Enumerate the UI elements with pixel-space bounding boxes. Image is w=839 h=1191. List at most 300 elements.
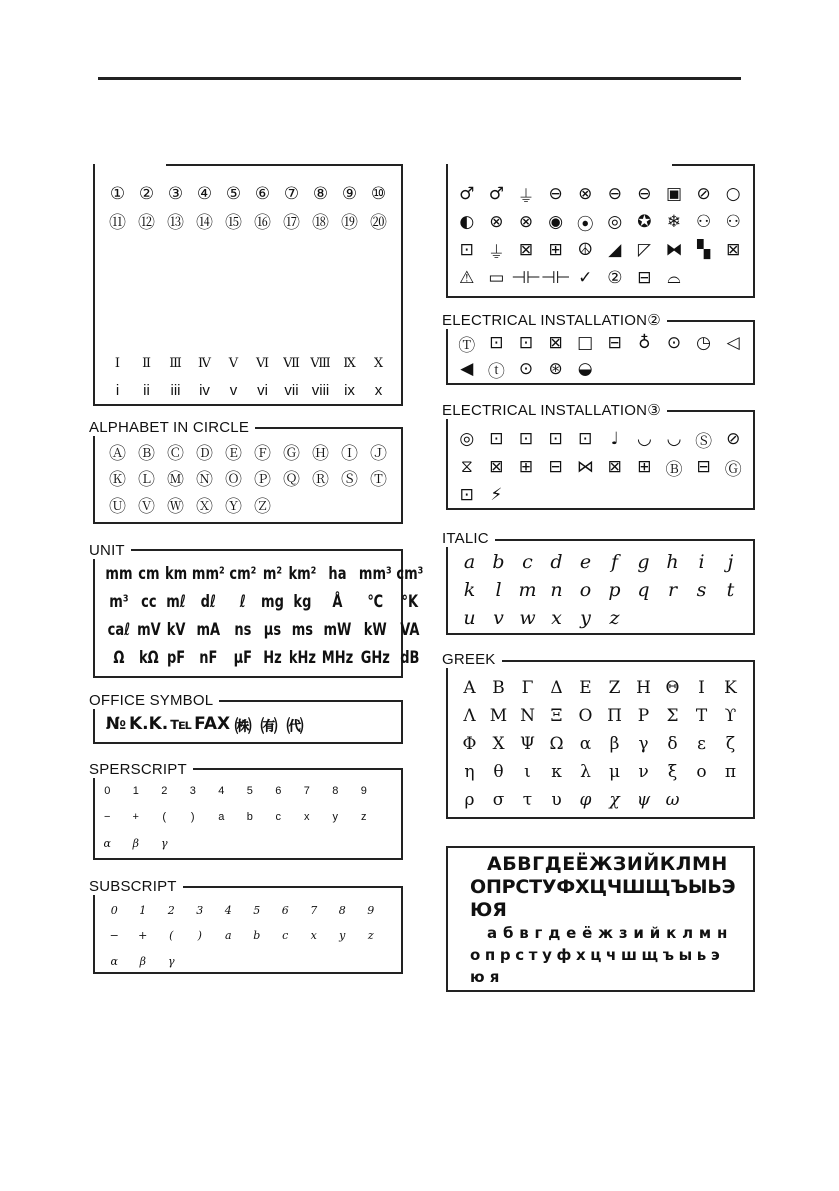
roman-numeral-lower: iv — [199, 381, 210, 399]
electrical-symbol — [659, 481, 689, 509]
greek-letter: ι — [524, 762, 531, 782]
electrical-symbol — [718, 356, 748, 382]
greek-letter: ρ — [464, 790, 475, 810]
greek-letter — [716, 786, 745, 814]
electrical-symbol: ⊡ — [548, 429, 563, 449]
greek-letter: Π — [607, 706, 622, 726]
italic-letter: m — [518, 579, 537, 601]
greek-letter: θ — [493, 762, 504, 782]
unit-symbol: m² — [262, 564, 283, 584]
greek-letter: α — [579, 734, 592, 754]
italic-letter: f — [610, 551, 619, 573]
circled-number: ③ — [167, 184, 184, 204]
electrical-symbol: ⊛ — [548, 359, 563, 379]
electrical-symbol: ⊣⊢ — [511, 268, 541, 288]
electrical-symbol: ⋈ — [576, 457, 594, 477]
electrical-symbol: ☮ — [577, 240, 593, 260]
greek-letter: Ζ — [608, 678, 621, 698]
unit-symbol: Hz — [263, 648, 282, 668]
roman-numeral-lower: viii — [311, 381, 330, 399]
roman-numeral-lower: iii — [170, 381, 181, 399]
cyrillic-lower-line-3: ю я — [470, 968, 500, 986]
superscript-char: 6 — [275, 785, 282, 797]
electrical-symbol: ⚇ — [695, 212, 712, 232]
greek-letter: Λ — [463, 706, 476, 726]
circled-letter: Ⓘ — [341, 443, 358, 464]
subscript-char: y — [339, 929, 346, 943]
italic-letter — [658, 604, 687, 632]
circled-letter: Ⓢ — [341, 470, 358, 491]
circled-letter: Ⓔ — [225, 443, 242, 464]
greek-letter: γ — [638, 734, 649, 754]
subscript-title: SUBSCRIPT — [89, 879, 183, 895]
unit-symbol: dB — [400, 648, 420, 668]
unit-symbol: μs — [263, 620, 282, 640]
circled-letter: Ⓟ — [254, 470, 271, 491]
electrical-symbol: ⊙ — [666, 333, 682, 353]
superscript-char: α — [103, 836, 111, 850]
greek-letter: Ψ — [520, 734, 535, 754]
greek-letter: Γ — [521, 678, 534, 698]
circled-number: ⑨ — [341, 184, 358, 204]
italic-letter: b — [492, 551, 505, 573]
superscript-char: y — [332, 811, 338, 823]
electrical-symbol: ⊡ — [518, 429, 534, 449]
unit-symbol: m³ — [109, 592, 129, 612]
circled-letter — [277, 491, 306, 518]
greek-letter: Ξ — [550, 706, 563, 726]
electrical-symbol: ⚠ — [459, 268, 475, 288]
unit-symbol: mm³ — [358, 564, 392, 584]
italic-letter: q — [637, 579, 650, 601]
electrical-symbol: ⊠ — [607, 457, 622, 477]
greek-letter: χ — [609, 790, 620, 810]
top-rule — [98, 77, 741, 80]
greek-letter: Θ — [665, 678, 680, 698]
superscript-char: 3 — [189, 785, 196, 797]
unit-symbol: ℃ — [367, 592, 383, 612]
subscript-char — [186, 949, 215, 974]
circled-letter — [335, 491, 364, 518]
electrical-symbol: ⊠ — [548, 333, 563, 353]
greek-letter: Κ — [724, 678, 737, 698]
electrical-symbol: ⊗ — [489, 212, 504, 232]
electrical-symbol: ◷ — [696, 333, 712, 353]
subscript-char: γ — [167, 954, 175, 968]
circled-letter — [306, 491, 335, 518]
electrical-symbol — [659, 356, 689, 382]
electrical-symbol: ⊘ — [726, 429, 741, 449]
roman-numeral-lower: vi — [257, 381, 268, 399]
unit-symbol: mV — [136, 620, 161, 640]
unit-symbol: km² — [288, 564, 317, 584]
alphabet-circle-title: ALPHABET IN CIRCLE — [89, 420, 255, 436]
subscript-char: 5 — [253, 904, 261, 918]
roman-numeral-lower: ix — [344, 381, 355, 399]
electrical-3-grid — [452, 425, 748, 509]
superscript-char: x — [304, 811, 310, 823]
italic-letter: y — [580, 607, 591, 629]
circled-number: ⑮ — [225, 213, 242, 233]
roman-upper-row — [103, 352, 393, 374]
greek-letter: κ — [551, 762, 562, 782]
greek-letter: Ι — [698, 678, 705, 698]
subscript-char — [328, 949, 357, 974]
circled-letter: Ⓣ — [370, 470, 387, 491]
superscript-char: 2 — [161, 785, 168, 797]
unit-symbol: mm² — [191, 564, 225, 584]
greek-letter: φ — [579, 790, 592, 810]
unit-title: UNIT — [89, 543, 131, 559]
electrical-symbol: ② — [607, 268, 623, 288]
electrical-symbol: ⊟ — [637, 268, 652, 288]
office-symbol: ㈲ — [260, 716, 278, 737]
roman-numeral-lower: vii — [284, 381, 299, 399]
italic-letter: l — [495, 579, 502, 601]
electrical-symbol: ⊖ — [548, 184, 563, 204]
circled-letter: Ⓖ — [283, 443, 300, 464]
circled-letter: Ⓤ — [109, 497, 126, 518]
electrical-symbol: ⊟ — [548, 457, 563, 477]
electrical-symbol: ✪ — [637, 212, 652, 232]
roman-numeral-upper: Ⅴ — [228, 355, 239, 371]
subscript-char: 7 — [310, 904, 318, 918]
electrical-symbol — [718, 264, 748, 292]
circled-number: ⑭ — [196, 213, 213, 233]
electrical-symbol — [630, 481, 660, 509]
superscript-char: γ — [160, 836, 168, 850]
electrical-2-grid — [452, 330, 748, 382]
electrical-symbol — [570, 481, 600, 509]
circled-letter: Ⓚ — [109, 470, 126, 491]
roman-numeral-upper: Ⅸ — [343, 355, 356, 371]
roman-numeral-lower: x — [374, 381, 383, 399]
electrical-symbol: ◎ — [459, 429, 475, 449]
unit-symbol: mg — [261, 592, 284, 612]
electrical-symbol: ⊙ — [518, 359, 534, 379]
unit-symbol: kHz — [288, 648, 316, 668]
electrical-symbol: ⊡ — [459, 240, 474, 260]
circled-number: ⑲ — [341, 213, 358, 233]
subscript-char: 9 — [367, 904, 375, 918]
italic-letter — [687, 604, 716, 632]
electrical-symbol: Ⓑ — [665, 459, 683, 480]
italic-letter: w — [519, 607, 536, 629]
italic-letter: u — [463, 607, 476, 629]
greek-grid — [455, 674, 745, 814]
cyrillic-upper-line-3: ЮЯ — [470, 899, 507, 921]
electrical-1-grid — [452, 180, 748, 292]
electrical-3-title: ELECTRICAL INSTALLATION③ — [442, 403, 667, 419]
greek-letter: Β — [492, 678, 505, 698]
roman-lower-row — [103, 378, 393, 402]
italic-letter: c — [522, 551, 533, 573]
electrical-symbol: ⊗ — [518, 212, 534, 232]
greek-letter: δ — [667, 734, 678, 754]
greek-letter: π — [724, 762, 737, 782]
greek-letter: λ — [580, 762, 591, 782]
roman-numeral-upper: Ⅵ — [255, 355, 270, 371]
greek-letter: ζ — [725, 734, 736, 754]
italic-title: ITALIC — [442, 531, 495, 547]
italic-letter: o — [579, 579, 592, 601]
electrical-symbol: ⊖ — [637, 184, 652, 204]
office-symbol-row — [103, 711, 308, 737]
greek-letter: υ — [551, 790, 562, 810]
greek-title: GREEK — [442, 652, 502, 668]
electrical-symbol: ◉ — [548, 212, 564, 232]
circled-letter: Ⓐ — [109, 443, 126, 464]
office-symbol: ℡ — [170, 714, 193, 734]
greek-letter: Ε — [579, 678, 592, 698]
unit-symbol: cm² — [229, 564, 257, 584]
electrical-symbol: ⊞ — [518, 457, 534, 477]
circled-letter: Ⓑ — [138, 443, 155, 464]
circled-letter: Ⓜ — [167, 470, 184, 491]
circled-letter: Ⓧ — [196, 497, 213, 518]
unit-symbol: Ω — [113, 648, 125, 668]
subscript-char: 4 — [224, 904, 232, 918]
cyrillic-upper-line-2: ОПРСТУФХЦЧШЩЪЫЬЭ — [470, 876, 736, 898]
electrical-symbol: ⊡ — [578, 429, 593, 449]
circled-number: ⑩ — [370, 184, 387, 204]
subscript-char: 2 — [167, 904, 175, 918]
greek-letter: Ν — [520, 706, 535, 726]
unit-symbol: μF — [233, 648, 253, 668]
electrical-symbol: ⊡ — [489, 333, 504, 353]
electrical-symbol: ♂ — [459, 184, 475, 204]
circled-letter: Ⓞ — [225, 470, 242, 491]
subscript-char: x — [310, 929, 317, 943]
greek-letter: Μ — [489, 706, 508, 726]
unit-symbol: MHz — [321, 648, 353, 668]
superscript-char — [236, 830, 265, 856]
circled-number: ⑦ — [283, 184, 300, 204]
roman-numeral-upper: Ⅳ — [198, 355, 211, 371]
circled-number: ⑱ — [312, 213, 329, 233]
electrical-2-title: ELECTRICAL INSTALLATION② — [442, 313, 667, 329]
circled-number: ⑤ — [225, 184, 242, 204]
electrical-symbol — [541, 481, 571, 509]
italic-letter: a — [463, 551, 476, 573]
circled-letter: Ⓦ — [167, 497, 184, 518]
superscript-char: ( — [162, 811, 167, 823]
superscript-char: c — [275, 811, 281, 823]
electrical-symbol: ◎ — [607, 212, 623, 232]
electrical-symbol: ▭ — [488, 268, 505, 288]
electrical-symbol: ⊖ — [607, 184, 622, 204]
electrical-symbol: ◁ — [726, 333, 740, 353]
electrical-symbol: ⊠ — [489, 457, 504, 477]
greek-letter: β — [609, 734, 620, 754]
electrical-symbol — [689, 481, 719, 509]
subscript-char — [271, 949, 300, 974]
roman-numeral-lower: ii — [143, 381, 150, 399]
electrical-symbol: ⊟ — [607, 333, 622, 353]
roman-numeral-upper: Ⅱ — [142, 355, 151, 371]
unit-symbol: kg — [293, 592, 312, 612]
italic-letter — [629, 604, 658, 632]
electrical-symbol: ◢ — [608, 240, 622, 260]
circled-number: ⑰ — [283, 213, 300, 233]
superscript-char: 7 — [303, 785, 310, 797]
electrical-symbol: ⧓ — [665, 240, 683, 260]
italic-letter: z — [609, 607, 620, 629]
electrical-symbol: ⧖ — [460, 457, 473, 477]
superscript-char: β — [132, 836, 139, 850]
electrical-symbol — [718, 481, 748, 509]
subscript-char — [243, 949, 272, 974]
electrical-symbol: ◀ — [460, 359, 474, 379]
circled-letter: Ⓛ — [138, 470, 155, 491]
unit-symbol: ha — [328, 564, 347, 584]
cyrillic-lower-line-1: а б в г д е ё ж з и й к л м н — [487, 924, 728, 942]
office-symbol: ㈹ — [286, 716, 304, 737]
greek-letter: Σ — [666, 706, 679, 726]
circled-number: ⑯ — [254, 213, 271, 233]
electrical-symbol: ◡ — [666, 429, 682, 449]
electrical-symbol: ◐ — [459, 212, 475, 232]
electrical-symbol: ♁ — [638, 333, 651, 353]
greek-letter: ϒ — [724, 706, 737, 726]
electrical-symbol: ❄ — [666, 212, 682, 232]
greek-letter: ξ — [667, 762, 678, 782]
superscript-char: 9 — [360, 785, 367, 797]
italic-letter: k — [463, 579, 476, 601]
subscript-char: + — [138, 929, 148, 943]
superscript-char: b — [246, 811, 253, 823]
italic-letter: x — [551, 607, 562, 629]
italic-letter: j — [727, 551, 734, 573]
superscript-char: z — [361, 811, 367, 823]
electrical-symbol: ⊡ — [489, 429, 504, 449]
electrical-symbol: Ⓖ — [724, 459, 742, 480]
subscript-char: b — [253, 929, 261, 943]
electrical-symbol — [600, 481, 630, 509]
cyrillic-lower-line-2: о п р с т у ф х ц ч ш щ ъ ы ь э — [470, 946, 720, 964]
unit-symbol: ℓ — [240, 592, 247, 612]
circled-letter — [364, 491, 393, 518]
electrical-symbol: ⊟ — [696, 457, 711, 477]
greek-letter: ο — [696, 762, 707, 782]
roman-numeral-upper: Ⅷ — [310, 355, 331, 371]
unit-symbol: km — [164, 564, 187, 584]
italic-letter: g — [637, 551, 650, 573]
circled-letter: Ⓡ — [312, 470, 329, 491]
subscript-char — [357, 949, 386, 974]
electrical-symbol: Ⓣ — [458, 335, 476, 356]
superscript-char — [207, 830, 236, 856]
electrical-symbol: ♂ — [488, 184, 505, 204]
electrical-symbol: □ — [577, 333, 594, 353]
electrical-symbol: ⏚ — [487, 242, 505, 263]
roman-numeral-upper: Ⅰ — [114, 355, 121, 371]
electrical-symbol: ⏚ — [517, 186, 535, 207]
superscript-char: 0 — [104, 785, 111, 797]
cyrillic-upper-line-1: АБВГДЕЁЖЗИЙКЛМН — [487, 853, 728, 875]
italic-letter: v — [493, 607, 504, 629]
unit-symbol: kΩ — [138, 648, 159, 668]
italic-grid — [455, 548, 745, 632]
greek-letter: ε — [697, 734, 706, 754]
italic-letter: n — [550, 579, 563, 601]
superscript-grid — [93, 778, 378, 856]
greek-letter: Χ — [492, 734, 505, 754]
italic-letter: e — [579, 551, 592, 573]
unit-symbol: GHz — [360, 648, 390, 668]
office-symbol: K.K. — [128, 714, 169, 734]
circled-number: ⑪ — [109, 213, 126, 233]
subscript-char: 0 — [110, 904, 118, 918]
superscript-char — [264, 830, 293, 856]
circled-letter: Ⓗ — [312, 443, 329, 464]
italic-letter — [716, 604, 745, 632]
electrical-symbol: ▚ — [697, 240, 711, 260]
electrical-symbol: Ⓢ — [695, 431, 713, 452]
electrical-symbol: ⓣ — [487, 361, 505, 382]
circled-letter: Ⓝ — [196, 470, 213, 491]
greek-letter: μ — [608, 762, 621, 782]
superscript-char: ) — [190, 811, 195, 823]
unit-symbol: mℓ — [165, 592, 186, 612]
electrical-symbol: ♩ — [610, 429, 619, 449]
subscript-char: 6 — [281, 904, 289, 918]
unit-symbol: nF — [198, 648, 218, 668]
greek-letter: Τ — [695, 706, 708, 726]
roman-numeral-upper: Ⅹ — [373, 355, 384, 371]
electrical-symbol: ⦿ — [576, 214, 594, 235]
circled-number: ⑧ — [312, 184, 329, 204]
subscript-char: α — [110, 954, 118, 968]
electrical-symbol: ✓ — [578, 268, 593, 288]
electrical-symbol: ⊞ — [548, 240, 563, 260]
circled-number: ⑥ — [254, 184, 271, 204]
unit-symbol: cm — [138, 564, 160, 584]
subscript-char: ) — [197, 929, 202, 943]
circled-letter: Ⓕ — [254, 443, 271, 464]
electrical-symbol — [689, 264, 719, 292]
unit-symbol: °K — [401, 592, 419, 612]
circled-letter: Ⓓ — [196, 443, 213, 464]
greek-letter: τ — [522, 790, 533, 810]
office-symbol: ㈱ — [234, 716, 252, 737]
circled-number: ⑳ — [370, 213, 387, 233]
italic-letter: h — [666, 551, 679, 573]
superscript-char — [293, 830, 322, 856]
electrical-symbol: ⊡ — [518, 333, 534, 353]
subscript-char: ( — [169, 929, 174, 943]
unit-grid — [103, 560, 424, 672]
electrical-symbol — [689, 356, 719, 382]
electrical-symbol: ⊡ — [459, 485, 474, 505]
italic-letter: p — [608, 579, 621, 601]
unit-symbol: ms — [291, 620, 313, 640]
office-symbol-title: OFFICE SYMBOL — [89, 693, 219, 709]
circled-number: ④ — [196, 184, 213, 204]
electrical-symbol: ⚇ — [725, 212, 741, 232]
circled-number: ② — [138, 184, 155, 204]
roman-numeral-lower: v — [229, 381, 238, 399]
italic-letter: t — [726, 579, 735, 601]
unit-symbol: mA — [196, 620, 220, 640]
circled-numbers-row-1 — [103, 182, 393, 206]
electrical-symbol — [600, 356, 630, 382]
superscript-char — [179, 830, 208, 856]
circled-numbers-row-2 — [103, 208, 393, 232]
electrical-symbol: ⊞ — [637, 457, 652, 477]
greek-letter: Α — [463, 678, 476, 698]
italic-letter: i — [698, 551, 705, 573]
